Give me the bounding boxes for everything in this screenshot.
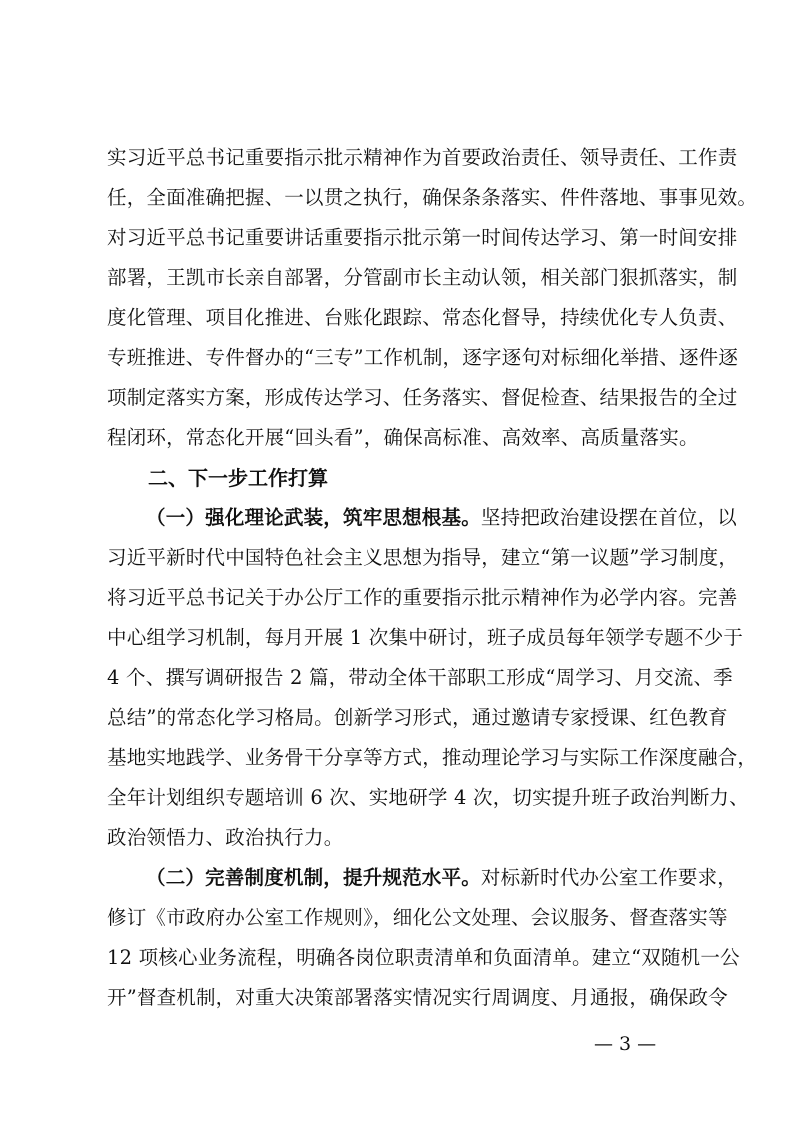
section-heading: 二、下一步工作打算 bbox=[148, 466, 328, 490]
paragraph1-line-5: 度化管理、项目化推进、台账化跟踪、常态化督导，持续优化专人负责、 bbox=[107, 306, 738, 329]
paragraph2-line-7: 基地实地践学、业务骨干分享等方式，推动理论学习与实际工作深度融合， bbox=[107, 746, 758, 769]
paragraph1-line-2: 任，全面准确把握、一以贯之执行，确保条条落实、件件落地、事事见效。 bbox=[107, 186, 758, 209]
paragraph2-first-rest: 坚持把政治建设摆在首位，以 bbox=[480, 506, 738, 529]
paragraph3-lead: （二）完善制度机制，提升规范水平。 bbox=[146, 866, 481, 889]
paragraph2-line-9: 政治领悟力、政治执行力。 bbox=[107, 826, 344, 849]
paragraph1-line-1: 实习近平总书记重要指示批示精神作为首要政治责任、领导责任、工作责 bbox=[107, 146, 738, 169]
paragraph1-line-6: 专班推进、专件督办的“三专”工作机制，逐字逐句对标细化举措、逐件逐 bbox=[107, 346, 739, 369]
paragraph3-line-4: 开”督查机制，对重大决策部署落实情况实行周调度、月通报，确保政令 bbox=[107, 986, 728, 1009]
paragraph1-line-8: 程闭环，常态化开展“回头看”，确保高标准、高效率、高质量落实。 bbox=[107, 426, 699, 449]
paragraph1-line-4: 部署，王凯市长亲自部署，分管副市长主动认领，相关部门狠抓落实，制 bbox=[107, 266, 738, 289]
paragraph2-line-3: 将习近平总书记关于办公厅工作的重要指示批示精神作为必学内容。完善 bbox=[107, 586, 738, 609]
paragraph3-line-2: 修订《市政府办公室工作规则》，细化公文处理、会议服务、督查落实等 bbox=[107, 906, 728, 929]
paragraph1-line-7: 项制定落实方案，形成传达学习、任务落实、督促检查、结果报告的全过 bbox=[107, 386, 738, 409]
paragraph3-first-rest: 对标新时代办公室工作要求， bbox=[480, 866, 738, 889]
paragraph2-line-4: 中心组学习机制，每月开展 1 次集中研讨，班子成员每年领学专题不少于 bbox=[107, 626, 744, 649]
paragraph1-line-3: 对习近平总书记重要讲话重要指示批示第一时间传达学习、第一时间安排 bbox=[107, 226, 738, 249]
paragraph2-first-line bbox=[146, 500, 738, 536]
paragraph2-line-2: 习近平新时代中国特色社会主义思想为指导，建立“第一议题”学习制度， bbox=[107, 546, 739, 569]
paragraph2-line-6: 总结”的常态化学习格局。创新学习形式，通过邀请专家授课、红色教育 bbox=[107, 706, 728, 729]
paragraph3-line-3: 12 项核心业务流程，明确各岗位职责清单和负面清单。建立“双随机一公 bbox=[107, 946, 740, 969]
paragraph2-lead: （一）强化理论武装，筑牢思想根基。 bbox=[146, 506, 481, 529]
paragraph3-first-line bbox=[146, 860, 738, 896]
page-number: — 3 — bbox=[594, 1033, 657, 1055]
paragraph2-line-5: 4 个、撰写调研报告 2 篇，带动全体干部职工形成“周学习、月交流、季 bbox=[107, 666, 733, 689]
paragraph2-line-8: 全年计划组织专题培训 6 次、实地研学 4 次，切实提升班子政治判断力、 bbox=[107, 786, 749, 809]
